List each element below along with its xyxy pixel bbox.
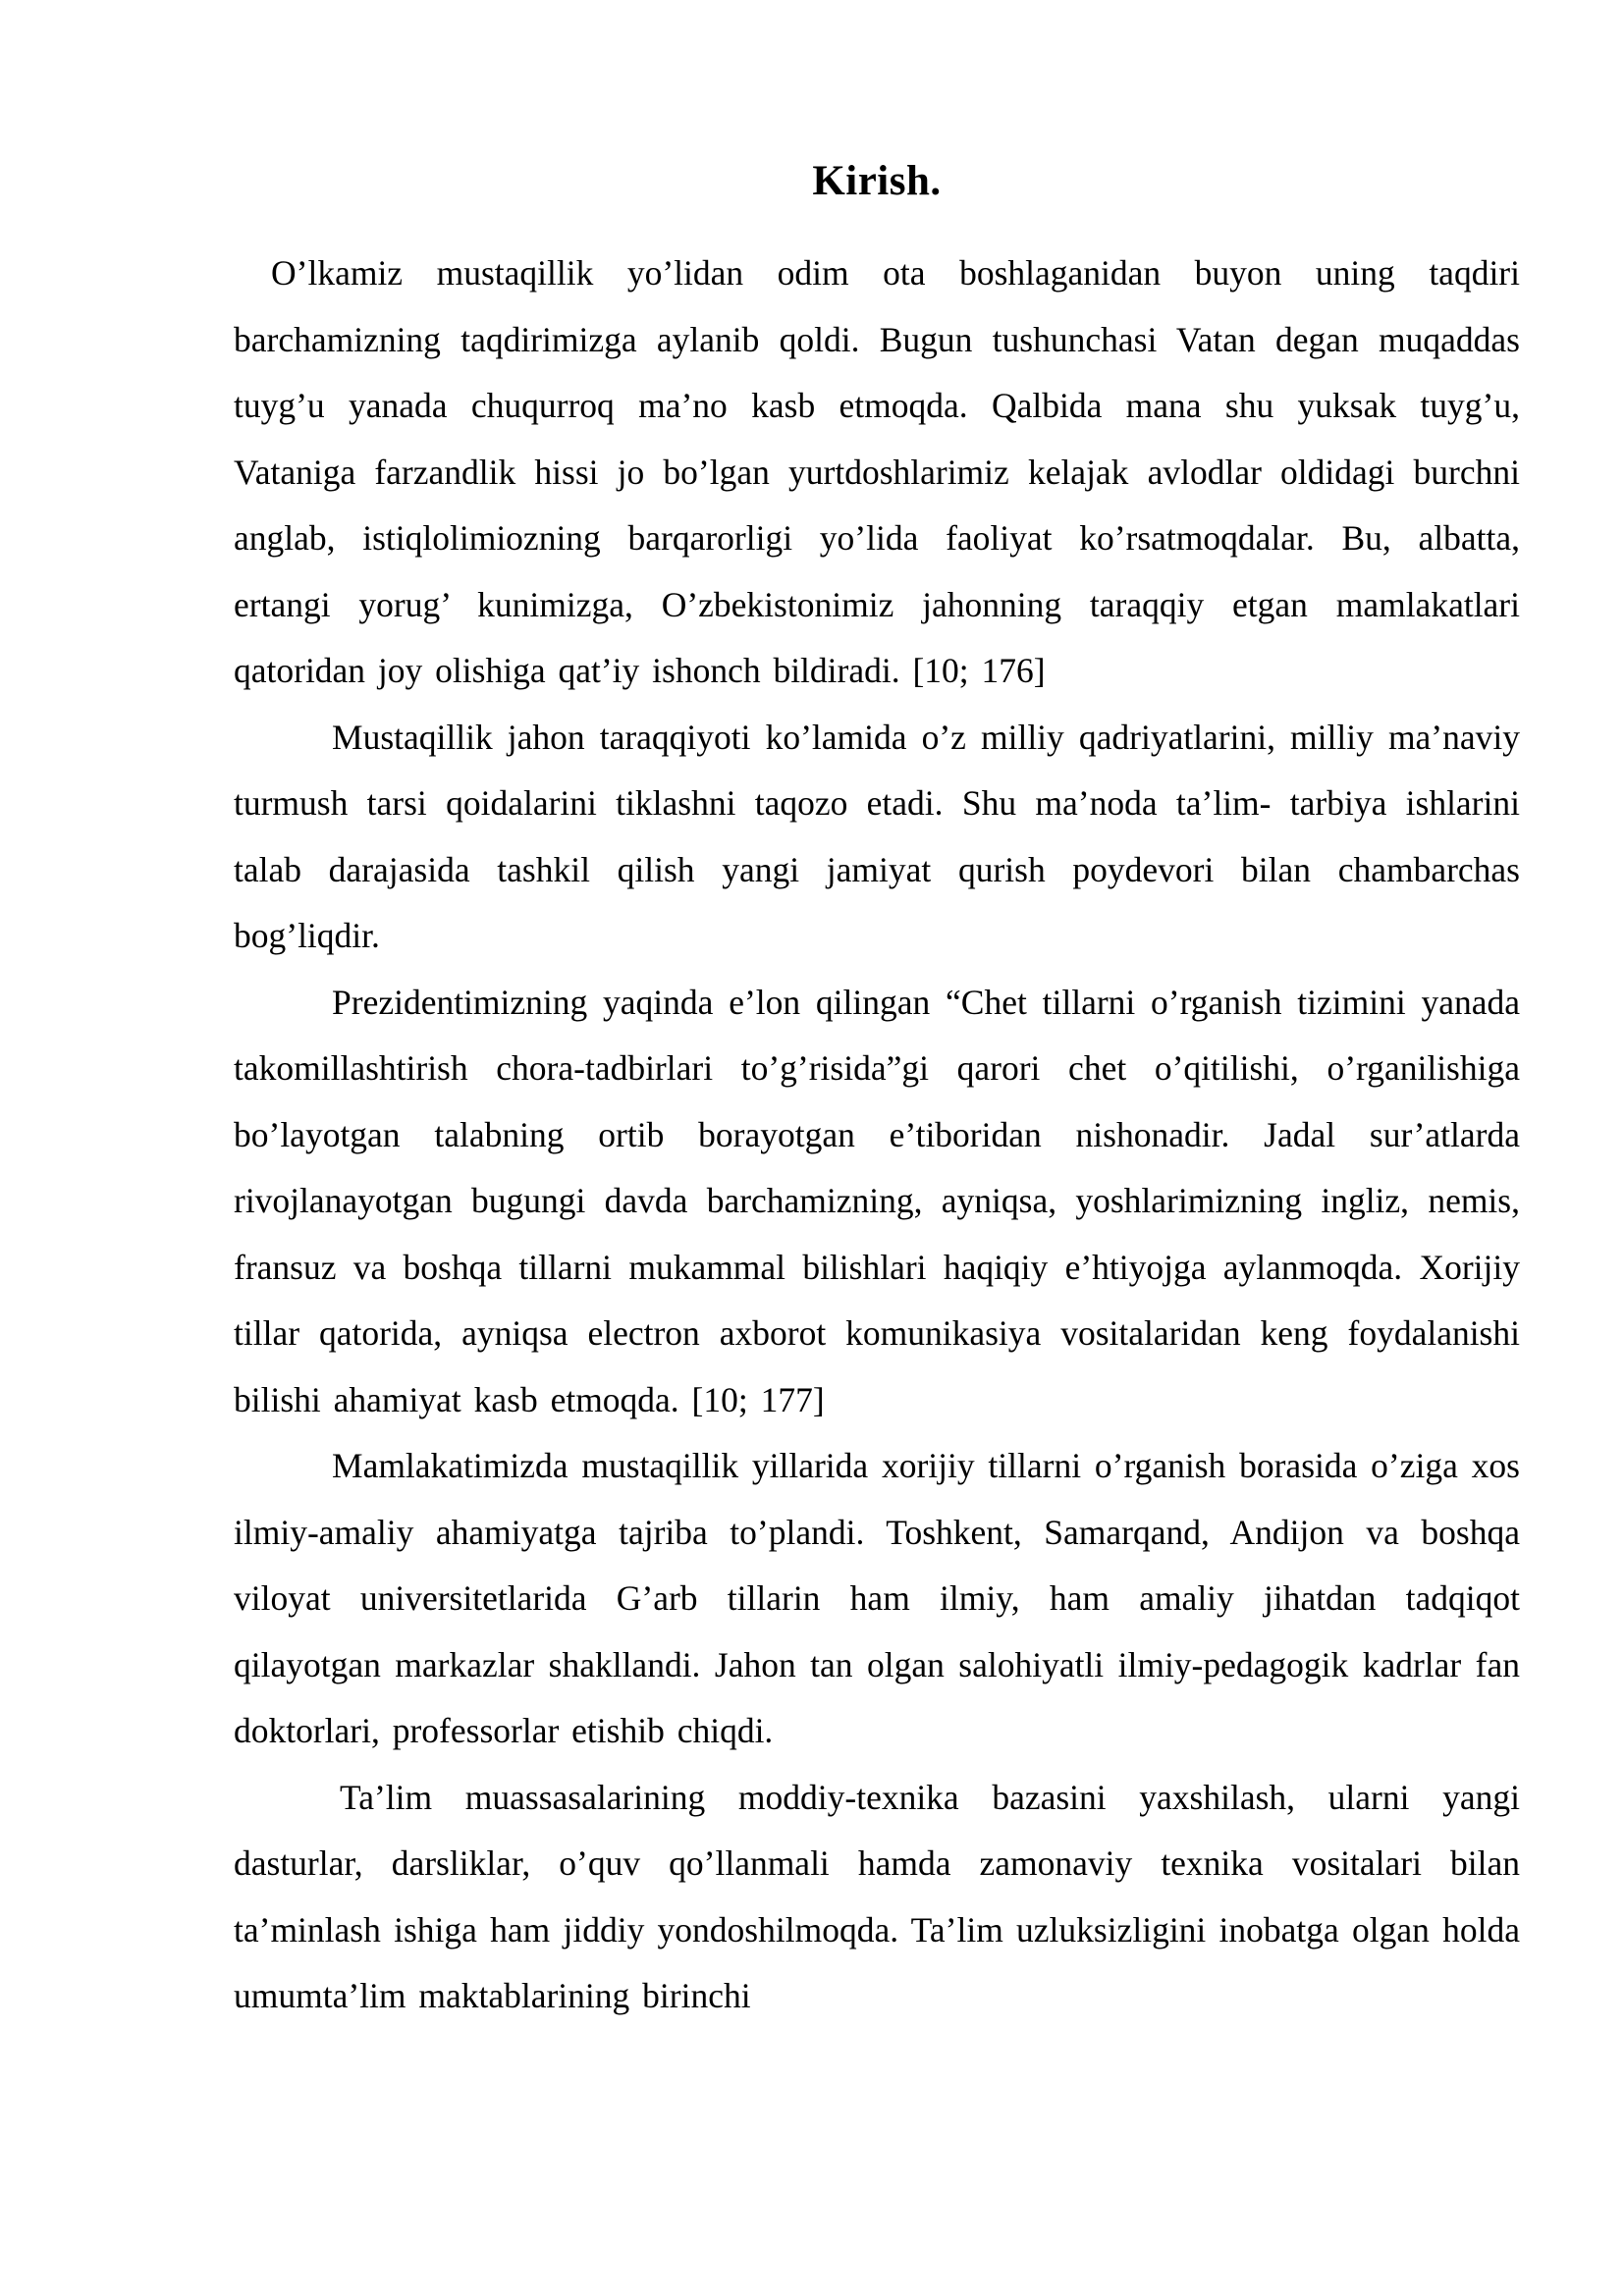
paragraph-2: Mustaqillik jahon taraqqiyoti ko’lamida o’z milliy qadriyatlarini, milliy ma’naviy turmush tarsi qoidalarini tiklashni taqozo etadi. Shu ma’noda ta’lim- tarbiya ishlarini talab darajasida tashkil qilish yangi jamiyat qurish poydevori bilan chambarchas bog’liqdir.: [234, 717, 1520, 955]
paragraph-3: Prezidentimizning yaqinda e’lon qilingan “Chet tillarni o’rganish tizimini yanada takomillashtirish chora-tadbirlari to’g’risida”gi qarori chet o’qitilishi, o’rganilishiga bo’layotgan talabning ortib borayotgan e’tiboridan nishonadir. Jadal sur’atlarda rivojlanayotgan bugungi davda barchamizning, ayniqsa, yoshlarimizning ingliz, nemis, fransuz va boshqa tillarni mukammal bilishlari haqiqiy e’htiyojga aylanmoqda. Xorijiy tillar qatorida, ayniqsa electron axborot komunikasiya vositalaridan keng foydalanishi bilishi ahamiyat kasb etmoqda. [10; 177]: [234, 982, 1520, 1419]
paragraph-5: Ta’lim muassasalarining moddiy-texnika bazasini yaxshilash, ularni yangi dasturlar, darsliklar, o’quv qo’llanmali hamda zamonaviy texnika vositalari bilan ta’minlash ishiga ham jiddiy yondoshilmoqda. Ta’lim uzluksizligini inobatga olgan holda umumta’lim maktablarining birinchi: [234, 1777, 1520, 2015]
paragraph-4: Mamlakatimizda mustaqillik yillarida xorijiy tillarni o’rganish borasida o’ziga xos ilmiy-amaliy ahamiyatga tajriba to’plandi. Toshkent, Samarqand, Andijon va boshqa viloyat universitetlarida G’arb tillarin ham ilmiy, ham amaliy jihatdan tadqiqot qilayotgan markazlar shakllandi. Jahon tan olgan salohiyatli ilmiy-pedagogik kadrlar fan doktorlari, professorlar etishib chiqdi.: [234, 1446, 1520, 1750]
paragraph-1: O’lkamiz mustaqillik yo’lidan odim ota boshlaganidan buyon uning taqdiri barchamizning taqdirimizga aylanib qoldi. Bugun tushunchasi Vatan degan muqaddas tuyg’u yanada chuqurroq ma’no kasb etmoqda. Qalbida mana shu yuksak tuyg’u, Vataniga farzandlik hissi jo bo’lgan yurtdoshlarimiz kelajak avlodlar oldidagi burchni anglab, istiqlolimiozning barqarorligi yo’lida faoliyat ko’rsatmoqdalar. Bu, albatta, ertangi yorug’ kunimizga, O’zbekistonimiz jahonning taraqqiy etgan mamlakatlari qatoridan joy olishiga qat’iy ishonch bildiradi. [10; 176]: [234, 253, 1520, 690]
page-title: Kirish.: [812, 158, 942, 204]
document-body: [234, 240, 1520, 2030]
